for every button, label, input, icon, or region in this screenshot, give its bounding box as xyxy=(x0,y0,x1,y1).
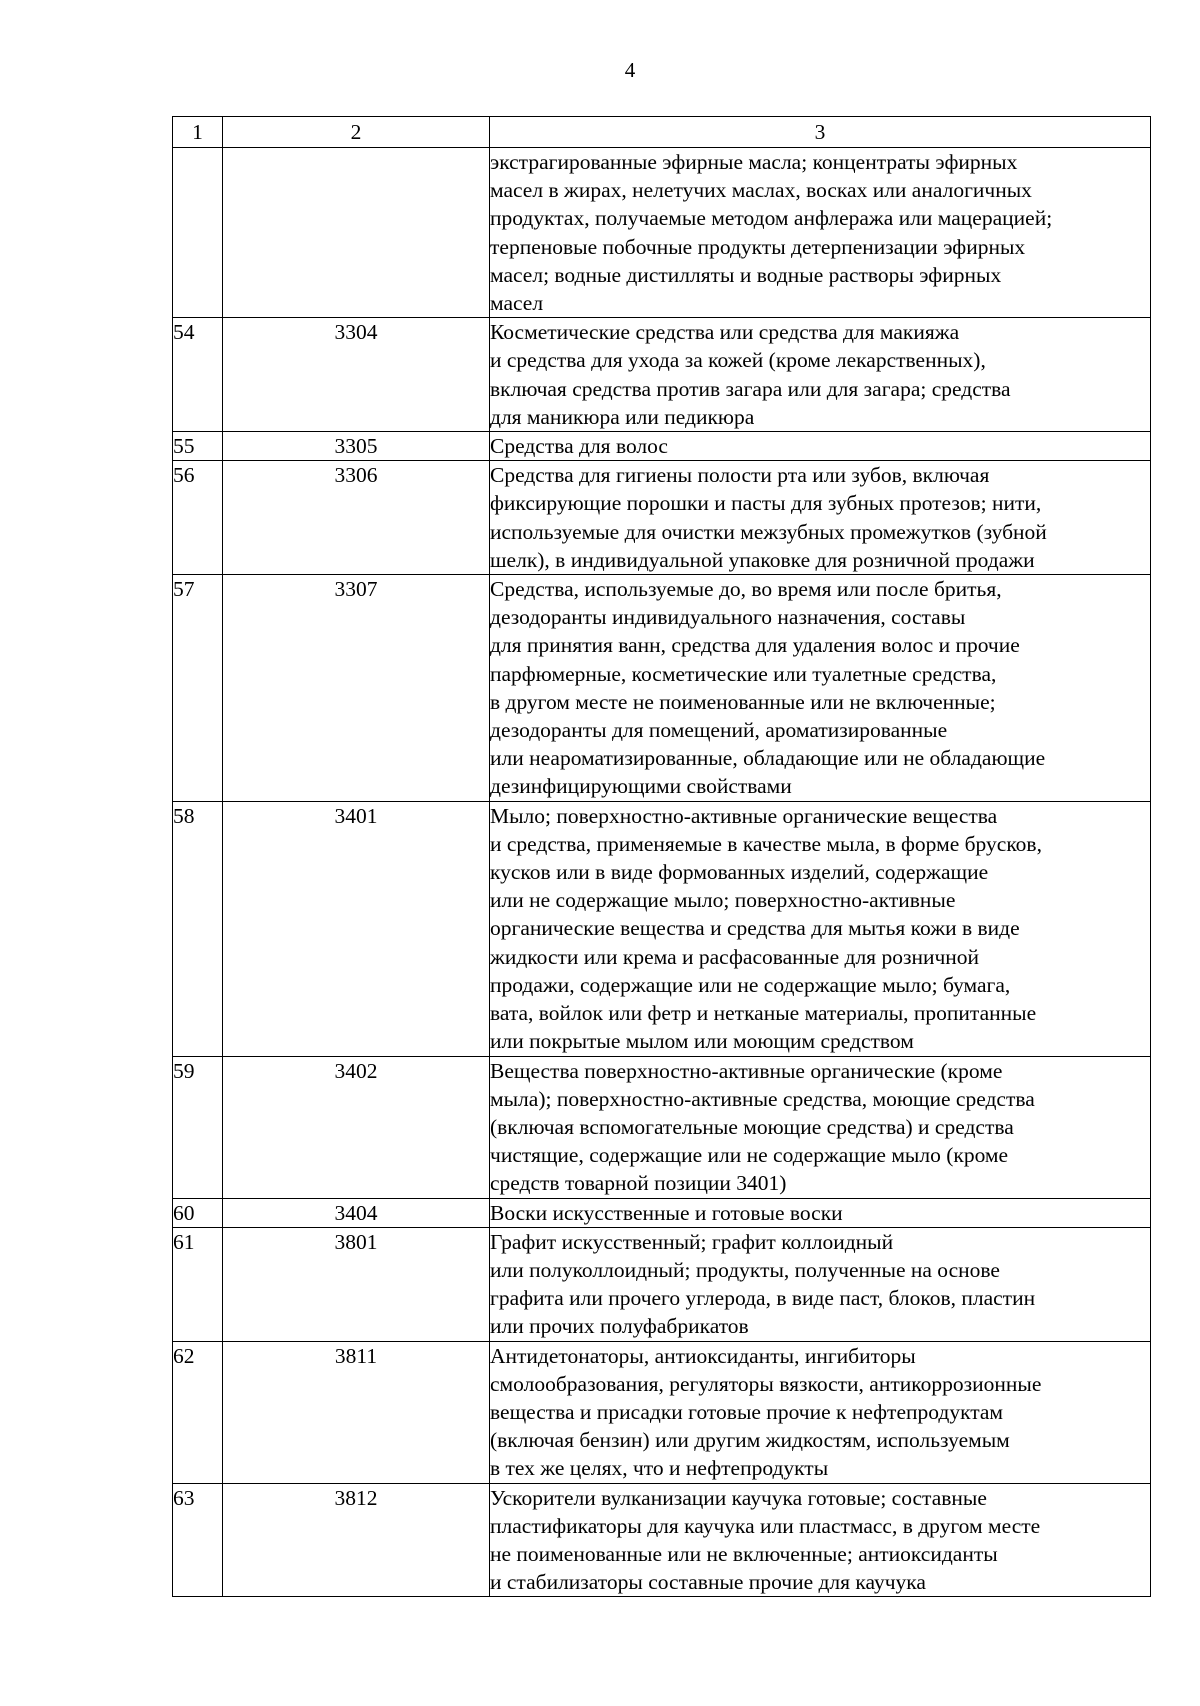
description-line: в тех же целях, что и нефтепродукты xyxy=(490,1456,829,1481)
description-line: или неароматизированные, обладающие или не обладающие xyxy=(490,746,1046,771)
header-row xyxy=(173,117,1151,148)
row-number: 60 xyxy=(173,1198,223,1227)
table-row xyxy=(173,1227,1151,1341)
description-line: фиксирующие порошки и пасты для зубных протезов; нити, xyxy=(490,491,1042,516)
tn-ved-code: 3812 xyxy=(223,1483,490,1597)
description-line: Косметические средства или средства для макияжа xyxy=(490,320,960,345)
table-row xyxy=(173,1198,1151,1227)
description-line: кусков или в виде формованных изделий, содержащие xyxy=(490,860,989,885)
description-line: продуктах, получаемые методом анфлеража или мацерацией; xyxy=(490,206,1053,231)
description-line: Ускорители вулканизации каучука готовые; составные xyxy=(490,1485,987,1510)
description-line: или покрытые мылом или моющим средством xyxy=(490,1029,914,1054)
description-line: дезодоранты индивидуального назначения, составы xyxy=(490,605,966,630)
column-header: 3 xyxy=(490,117,1151,148)
table-row xyxy=(173,461,1151,575)
tn-ved-code: 3307 xyxy=(223,575,490,802)
description-line: Воски искусственные и готовые воски xyxy=(490,1200,843,1225)
description-line: и средства для ухода за кожей (кроме лекарственных), xyxy=(490,348,986,373)
tn-ved-code: 3811 xyxy=(223,1341,490,1483)
description-line: вещества и присадки готовые прочие к нефтепродуктам xyxy=(490,1399,1004,1424)
row-number: 58 xyxy=(173,801,223,1056)
description-line: включая средства против загара или для загара; средства xyxy=(490,376,1011,401)
description-line: продажи, содержащие или не содержащие мыло; бумага, xyxy=(490,972,1011,997)
tn-ved-code: 3306 xyxy=(223,461,490,575)
goods-description xyxy=(490,575,1151,802)
goods-description xyxy=(490,1341,1151,1483)
goods-description xyxy=(490,432,1151,461)
tn-ved-code xyxy=(223,148,490,318)
goods-description xyxy=(490,1483,1151,1597)
goods-description xyxy=(490,461,1151,575)
description-line: Графит искусственный; графит коллоидный xyxy=(490,1229,894,1254)
description-line: Антидетонаторы, антиоксиданты, ингибиторы xyxy=(490,1343,916,1368)
table-row xyxy=(173,318,1151,432)
description-line: дезинфицирующими свойствами xyxy=(490,774,792,799)
description-line: экстрагированные эфирные масла; концентраты эфирных xyxy=(490,150,1018,174)
description-line: Средства для гигиены полости рта или зубов, включая xyxy=(490,463,990,488)
tn-ved-code: 3402 xyxy=(223,1056,490,1198)
description-line: органические вещества и средства для мытья кожи в виде xyxy=(490,916,1020,941)
description-line: Мыло; поверхностно-активные органические вещества xyxy=(490,803,998,828)
description-line: пластификаторы для каучука или пластмасс, в другом месте xyxy=(490,1513,1041,1538)
table-row xyxy=(173,575,1151,802)
goods-description xyxy=(490,1227,1151,1341)
description-line: графита или прочего углерода, в виде паст, блоков, пластин xyxy=(490,1286,1036,1311)
description-line: масел; водные дистилляты и водные растворы эфирных xyxy=(490,262,1002,287)
row-number xyxy=(173,148,223,318)
goods-description xyxy=(490,1056,1151,1198)
tn-ved-code: 3404 xyxy=(223,1198,490,1227)
tn-ved-code: 3305 xyxy=(223,432,490,461)
description-line: смолообразования, регуляторы вязкости, антикоррозионные xyxy=(490,1371,1042,1396)
description-line: Средства, используемые до, во время или после бритья, xyxy=(490,577,1002,602)
description-line: масел в жирах, нелетучих маслах, восках или аналогичных xyxy=(490,178,1032,203)
goods-description xyxy=(490,318,1151,432)
description-line: не поименованные или не включенные; антиоксиданты xyxy=(490,1541,998,1566)
description-line: или полуколлоидный; продукты, полученные на основе xyxy=(490,1257,1000,1282)
row-number: 57 xyxy=(173,575,223,802)
column-header: 1 xyxy=(173,117,223,148)
description-line: или не содержащие мыло; поверхностно-активные xyxy=(490,888,956,913)
description-line: терпеновые побочные продукты детерпенизации эфирных xyxy=(490,234,1026,259)
table-row xyxy=(173,801,1151,1056)
table-row xyxy=(173,432,1151,461)
description-line: и стабилизаторы составные прочие для каучука xyxy=(490,1570,926,1595)
row-number: 59 xyxy=(173,1056,223,1198)
description-line: вата, войлок или фетр и нетканые материалы, пропитанные xyxy=(490,1001,1037,1026)
description-line: мыла); поверхностно-активные средства, моющие средства xyxy=(490,1086,1035,1111)
description-line: используемые для очистки межзубных промежутков (зубной xyxy=(490,519,1047,544)
description-line: в другом месте не поименованные или не включенные; xyxy=(490,689,996,714)
description-line: Вещества поверхностно-активные органические (кроме xyxy=(490,1058,1003,1083)
description-line: (включая бензин) или другим жидкостям, используемым xyxy=(490,1428,1010,1453)
row-number: 61 xyxy=(173,1227,223,1341)
description-line: шелк), в индивидуальной упаковке для розничной продажи xyxy=(490,547,1035,572)
description-line: жидкости или крема и расфасованные для розничной xyxy=(490,944,980,969)
goods-description xyxy=(490,148,1151,318)
description-line: Средства для волос xyxy=(490,434,668,459)
table-body xyxy=(173,148,1151,1597)
description-line: для принятия ванн, средства для удаления волос и прочие xyxy=(490,633,1020,658)
description-line: дезодоранты для помещений, ароматизированные xyxy=(490,718,948,743)
goods-description xyxy=(490,1198,1151,1227)
row-number: 54 xyxy=(173,318,223,432)
page-number: 4 xyxy=(624,58,636,82)
description-line: или прочих полуфабрикатов xyxy=(490,1314,749,1339)
description-line: парфюмерные, косметические или туалетные средства, xyxy=(490,661,997,686)
description-line: для маникюра или педикюра xyxy=(490,404,755,429)
column-header: 2 xyxy=(223,117,490,148)
row-number: 56 xyxy=(173,461,223,575)
row-number: 55 xyxy=(173,432,223,461)
tn-ved-code: 3401 xyxy=(223,801,490,1056)
description-line: и средства, применяемые в качестве мыла, в форме брусков, xyxy=(490,831,1042,856)
description-line: масел xyxy=(490,291,544,316)
description-line: чистящие, содержащие или не содержащие мыло (кроме xyxy=(490,1143,1009,1168)
goods-description xyxy=(490,801,1151,1056)
description-line: (включая вспомогательные моющие средства) и средства xyxy=(490,1114,1014,1139)
tn-ved-code: 3801 xyxy=(223,1227,490,1341)
table-row xyxy=(173,1483,1151,1597)
table-row xyxy=(173,1056,1151,1198)
description-line: средств товарной позиции 3401) xyxy=(490,1171,787,1196)
table-row xyxy=(173,1341,1151,1483)
goods-table xyxy=(172,116,1151,1597)
row-number: 63 xyxy=(173,1483,223,1597)
row-number: 62 xyxy=(173,1341,223,1483)
table-row xyxy=(173,148,1151,318)
tn-ved-code: 3304 xyxy=(223,318,490,432)
